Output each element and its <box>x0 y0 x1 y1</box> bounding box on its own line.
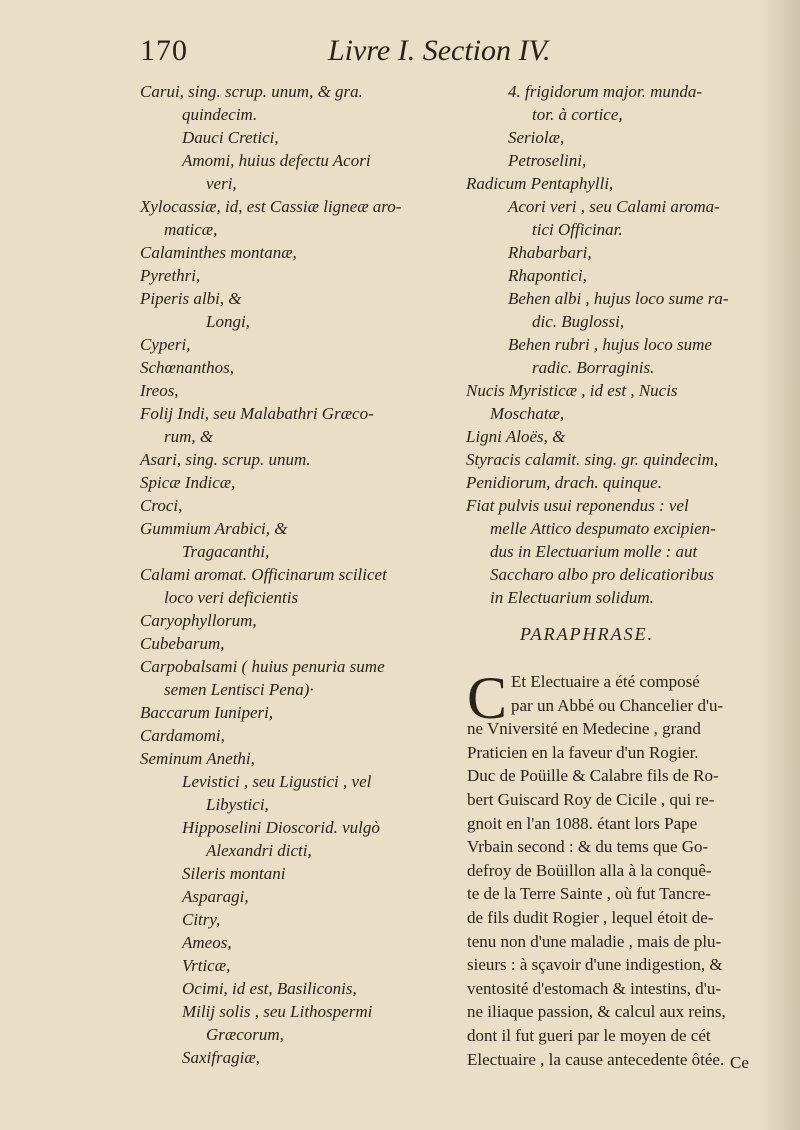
text-line: Cubebarum, <box>140 634 225 653</box>
text-line: Seriolæ, <box>508 128 565 147</box>
paraphrase-line: bert Guiscard Roy de Cicile , qui re- <box>467 789 715 809</box>
text-line: Ligni Aloës, & <box>466 427 566 446</box>
text-line: maticæ, <box>164 220 218 239</box>
text-line: Græcorum, <box>206 1025 284 1044</box>
page-header <box>140 34 600 74</box>
text-line: loco veri deficientis <box>164 588 299 607</box>
text-line: Folij Indi, seu Malabathri Græco- <box>140 404 374 423</box>
text-line: Schœnanthos, <box>140 358 234 377</box>
recipe-right-column <box>466 80 766 609</box>
text-line: quindecim. <box>182 105 258 124</box>
text-line: Saxifragiæ, <box>182 1048 260 1067</box>
paraphrase-line: Duc de Poüille & Calabre fils de Ro- <box>467 766 719 786</box>
text-line: Seminum Anethi, <box>140 749 255 768</box>
paraphrase-line: gnoit en l'an 1088. étant lors Pape <box>467 813 698 833</box>
paraphrase-line: Vrbain second : & du tems que Go- <box>467 837 709 857</box>
paraphrase-line: Et Electuaire a été composé <box>511 672 700 691</box>
text-line: Asparagi, <box>182 887 249 906</box>
text-line: Radicum Pentaphylli, <box>466 174 614 193</box>
text-line: Cardamomi, <box>140 726 225 745</box>
text-line: Penidiorum, drach. quinque. <box>466 473 662 492</box>
text-line: Xylocassiæ, id, est Cassiæ ligneæ aro- <box>140 197 402 216</box>
text-line: Calaminthes montanæ, <box>140 243 297 262</box>
text-line: Sileris montani <box>182 864 286 883</box>
drop-cap: C <box>467 665 508 731</box>
text-line: Levistici , seu Ligustici , vel <box>182 772 372 791</box>
text-line: Nucis Myristicæ , id est , Nucis <box>466 381 678 400</box>
text-line: radic. Borraginis. <box>532 358 655 377</box>
running-title: Livre I. Section IV. <box>328 34 551 67</box>
text-line: Baccarum Iuniperi, <box>140 703 274 722</box>
text-line: melle Attico despumato excipien- <box>490 519 716 538</box>
recipe-left-column <box>140 80 460 1069</box>
text-line: 4. frigidorum major. munda- <box>508 82 703 101</box>
paraphrase-line: defroy de Boüillon alla à la conquê- <box>467 860 712 880</box>
text-line: in Electuarium solidum. <box>490 588 654 607</box>
text-line: Rhabarbari, <box>508 243 592 262</box>
text-line: Behen albi , hujus loco sume ra- <box>508 289 729 308</box>
text-line: Croci, <box>140 496 183 515</box>
text-line: Piperis albi, & <box>140 289 242 308</box>
text-line: Carpobalsami ( huius penuria sume <box>140 657 385 676</box>
text-line: Carui, sing. scrup. unum, & gra. <box>140 82 363 101</box>
paraphrase-line: par un Abbé ou Chancelier d'u- <box>511 695 724 715</box>
text-line: dic. Buglossi, <box>532 312 625 331</box>
text-line: Amomi, huius defectu Acori <box>182 151 371 170</box>
text-line: veri, <box>206 174 237 193</box>
text-line: Gummium Arabici, & <box>140 519 288 538</box>
text-line: Ameos, <box>182 933 232 952</box>
text-line: Rhapontici, <box>508 266 587 285</box>
paraphrase-line: tenu non d'une maladie , mais de plu- <box>467 931 722 951</box>
paraphrase-line: de fils dudit Rogier , lequel étoit de- <box>467 907 714 927</box>
paraphrase-line: ne Vniversité en Medecine , grand <box>467 719 701 739</box>
text-line: Saccharo albo pro delicatioribus <box>490 565 714 584</box>
text-line: Petroselini, <box>508 151 587 170</box>
text-line: Pyrethri, <box>140 266 201 285</box>
paraphrase-line: sieurs : à sçavoir d'une indigestion, & <box>467 955 723 975</box>
paraphrase-text <box>467 665 767 1071</box>
text-line: Asari, sing. scrup. unum. <box>140 450 311 469</box>
text-line: Acori veri , seu Calami aroma- <box>508 197 720 216</box>
text-line: Ireos, <box>140 381 179 400</box>
text-line: Cyperi, <box>140 335 191 354</box>
text-line: Moschatæ, <box>490 404 565 423</box>
text-line: Dauci Cretici, <box>182 128 279 147</box>
text-line: tor. à cortice, <box>532 105 623 124</box>
text-line: Alexandri dicti, <box>206 841 312 860</box>
paraphrase-line: te de la Terre Sainte , où fut Tancre- <box>467 884 711 904</box>
text-line: dus in Electuarium molle : aut <box>490 542 698 561</box>
text-line: Libystici, <box>206 795 269 814</box>
text-line: Longi, <box>206 312 250 331</box>
text-line: rum, & <box>164 427 214 446</box>
text-line: Caryophyllorum, <box>140 611 257 630</box>
text-line: semen Lentisci Pena)· <box>164 680 314 699</box>
text-line: Hipposelini Dioscorid. vulgò <box>182 818 380 837</box>
text-line: Fiat pulvis usui reponendus : vel <box>466 496 689 515</box>
paraphrase-line: ne iliaque passion, & calcul aux reins, <box>467 1002 726 1022</box>
paraphrase-line: ventosité d'estomach & intestins, d'u- <box>467 978 722 998</box>
text-line: Ocimi, id est, Basiliconis, <box>182 979 357 998</box>
paraphrase-line: Praticien en la faveur d'un Rogier. <box>467 742 699 762</box>
page-number: 170 <box>140 34 188 67</box>
paraphrase-heading: PARAPHRASE. <box>520 624 655 644</box>
text-line: Milij solis , seu Lithospermi <box>182 1002 373 1021</box>
text-line: Behen rubri , hujus loco sume <box>508 335 712 354</box>
catchword: Ce <box>730 1053 749 1072</box>
text-line: Spicæ Indicæ, <box>140 473 236 492</box>
text-line: tici Officinar. <box>532 220 623 239</box>
paraphrase-line: Electuaire , la cause antecedente ôtée. <box>467 1049 725 1069</box>
text-line: Citry, <box>182 910 221 929</box>
text-line: Tragacanthi, <box>182 542 270 561</box>
text-line: Styracis calamit. sing. gr. quindecim, <box>466 450 719 469</box>
text-line: Calami aromat. Officinarum scilicet <box>140 565 387 584</box>
paraphrase-line: dont il fut gueri par le moyen de cét <box>467 1025 711 1045</box>
text-line: Vrticæ, <box>182 956 231 975</box>
